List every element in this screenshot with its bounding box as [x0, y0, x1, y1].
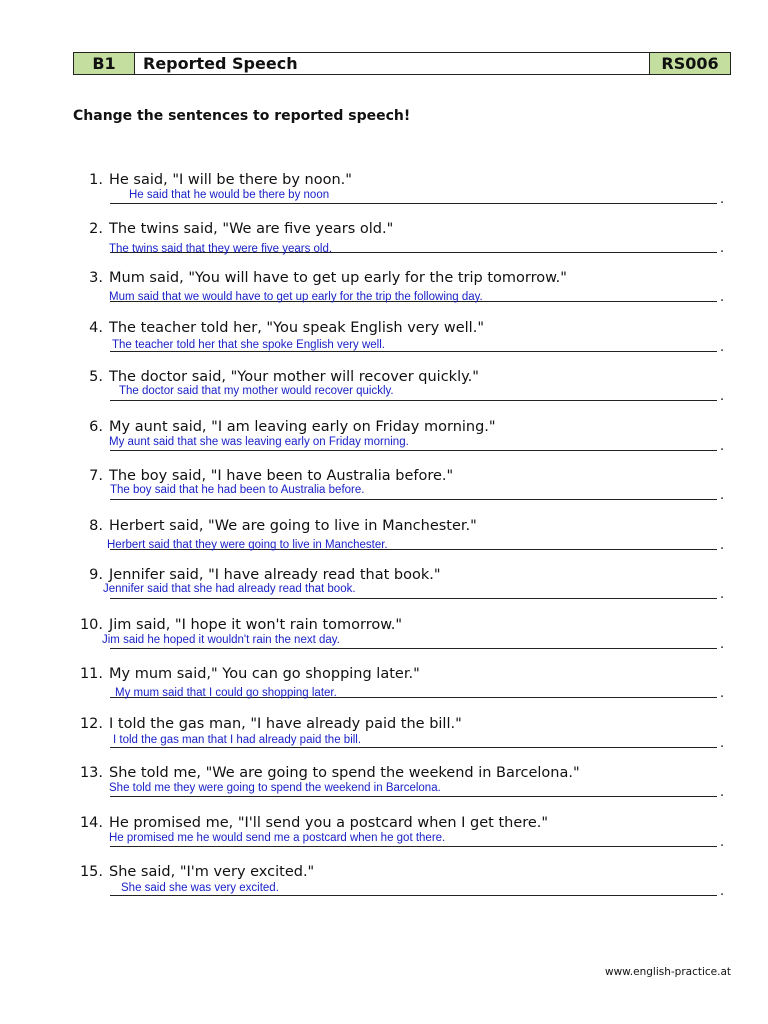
item-answer[interactable]: He promised me he would send me a postcard when he got there. — [109, 832, 446, 844]
item-number: 4. — [89, 320, 103, 336]
answer-line — [110, 400, 717, 401]
line-period: . — [720, 241, 725, 256]
exercise-item — [0, 466, 768, 514]
item-answer[interactable]: The boy said that he had been to Australia before. — [110, 484, 365, 496]
item-prompt: He promised me, "I'll send you a postcard when I get there." — [109, 815, 549, 831]
item-prompt: My aunt said, "I am leaving early on Friday morning." — [109, 419, 496, 435]
line-period: . — [720, 192, 725, 207]
item-prompt: She said, "I'm very excited." — [109, 864, 315, 880]
exercise-item — [0, 170, 768, 218]
item-number: 6. — [89, 419, 103, 435]
item-prompt: I told the gas man, "I have already paid the bill." — [109, 716, 462, 732]
item-number: 14. — [79, 815, 103, 831]
answer-line — [110, 747, 717, 748]
item-number: 15. — [79, 864, 103, 880]
line-period: . — [720, 290, 725, 305]
item-prompt: The twins said, "We are five years old." — [109, 221, 394, 237]
item-answer[interactable]: My mum said that I could go shopping later. — [115, 687, 337, 699]
exercise-item — [0, 664, 768, 712]
answer-line — [110, 895, 717, 896]
exercise-item — [0, 367, 768, 415]
item-number: 9. — [89, 567, 103, 583]
worksheet-title: Reported Speech — [135, 53, 650, 74]
exercise-item — [0, 268, 768, 316]
line-period: . — [720, 587, 725, 602]
exercise-item — [0, 763, 768, 811]
item-prompt: She told me, "We are going to spend the weekend in Barcelona." — [109, 765, 580, 781]
item-number: 1. — [89, 172, 103, 188]
item-answer[interactable]: Herbert said that they were going to live in Manchester. — [107, 539, 388, 551]
item-number: 2. — [89, 221, 103, 237]
answer-line — [110, 598, 717, 599]
item-prompt: He said, "I will be there by noon." — [109, 172, 352, 188]
item-prompt: Jim said, "I hope it won't rain tomorrow." — [109, 617, 403, 633]
line-period: . — [720, 736, 725, 751]
item-answer[interactable]: Jim said he hoped it wouldn't rain the next day. — [102, 634, 340, 646]
level-badge: B1 — [74, 53, 135, 74]
line-period: . — [720, 785, 725, 800]
item-prompt: The boy said, "I have been to Australia before." — [109, 468, 454, 484]
exercise-item — [0, 565, 768, 613]
line-period: . — [720, 637, 725, 652]
answer-line — [110, 648, 717, 649]
item-number: 5. — [89, 369, 103, 385]
exercise-item — [0, 862, 768, 910]
exercise-item — [0, 516, 768, 564]
line-period: . — [720, 340, 725, 355]
answer-line — [110, 450, 717, 451]
exercise-item — [0, 615, 768, 663]
item-prompt: The doctor said, "Your mother will recover quickly." — [109, 369, 479, 385]
answer-line — [110, 846, 717, 847]
item-number: 7. — [89, 468, 103, 484]
item-answer[interactable]: She said she was very excited. — [121, 882, 279, 894]
exercise-item — [0, 219, 768, 267]
exercise-item — [0, 417, 768, 465]
instruction: Change the sentences to reported speech! — [73, 108, 411, 124]
item-prompt: Mum said, "You will have to get up early for the trip tomorrow." — [109, 270, 567, 286]
answer-line — [110, 796, 717, 797]
line-period: . — [720, 389, 725, 404]
line-period: . — [720, 538, 725, 553]
line-period: . — [720, 835, 725, 850]
exercise-item — [0, 813, 768, 861]
item-number: 12. — [79, 716, 103, 732]
item-prompt: Jennifer said, "I have already read that book." — [109, 567, 441, 583]
item-answer[interactable]: She told me they were going to spend the weekend in Barcelona. — [109, 782, 441, 794]
footer-url: www.english-practice.at — [604, 966, 731, 978]
line-period: . — [720, 884, 725, 899]
item-prompt: The teacher told her, "You speak English very well." — [109, 320, 484, 336]
worksheet-code: RS006 — [650, 53, 730, 74]
item-number: 3. — [89, 270, 103, 286]
line-period: . — [720, 439, 725, 454]
item-prompt: Herbert said, "We are going to live in Manchester." — [109, 518, 477, 534]
item-answer[interactable]: I told the gas man that I had already paid the bill. — [113, 734, 362, 746]
item-answer[interactable]: He said that he would be there by noon — [129, 189, 330, 201]
worksheet-header — [73, 52, 731, 75]
line-period: . — [720, 488, 725, 503]
item-answer[interactable]: The doctor said that my mother would recover quickly. — [119, 385, 394, 397]
item-answer[interactable]: My aunt said that she was leaving early on Friday morning. — [109, 436, 409, 448]
exercise-item — [0, 318, 768, 366]
line-period: . — [720, 686, 725, 701]
item-number: 10. — [79, 617, 103, 633]
exercise-item — [0, 714, 768, 762]
item-prompt: My mum said," You can go shopping later." — [109, 666, 420, 682]
answer-line — [110, 203, 717, 204]
item-answer[interactable]: Jennifer said that she had already read that book. — [103, 583, 356, 595]
answer-line — [110, 499, 717, 500]
item-answer[interactable]: The teacher told her that she spoke English very well. — [112, 339, 385, 351]
item-number: 8. — [89, 518, 103, 534]
item-number: 13. — [79, 765, 103, 781]
item-number: 11. — [79, 666, 103, 682]
item-answer[interactable]: Mum said that we would have to get up early for the trip the following day. — [109, 291, 483, 303]
item-answer[interactable]: The twins said that they were five years old. — [109, 243, 333, 255]
